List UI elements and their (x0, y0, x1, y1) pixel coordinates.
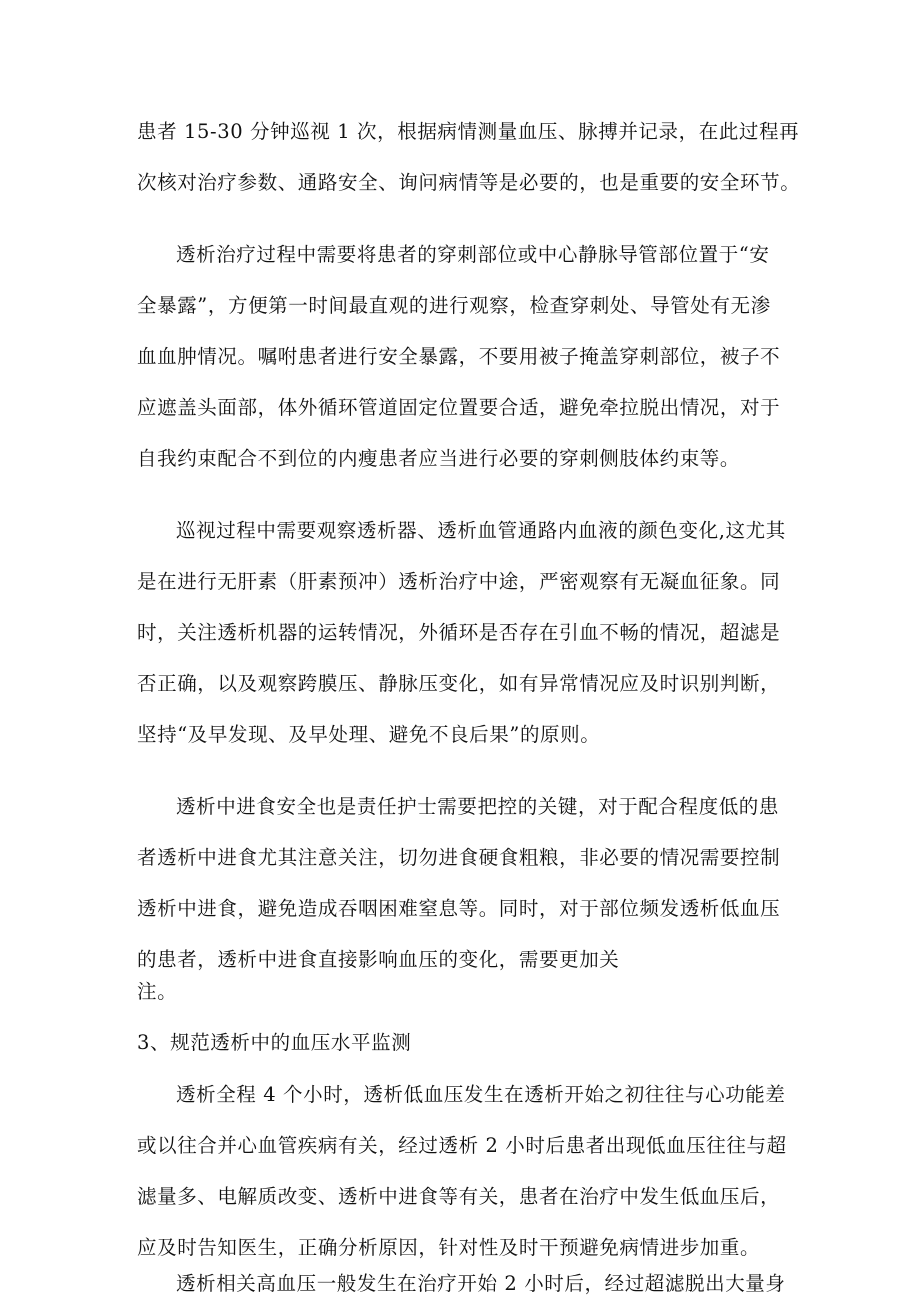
text-line: 的患者，透析中进食直接影响血压的变化，需要更加关 (137, 948, 620, 971)
text-line: 全暴露”，方便第一时间最直观的进行观察，检查穿刺处、导管处有无渗 (137, 294, 771, 317)
section-heading: 3、规范透析中的血压水平监测 (137, 1031, 412, 1054)
text-line: 自我约束配合不到位的内瘦患者应当进行必要的穿刺侧肢体约束等。 (137, 447, 741, 470)
text-line: 注。 (137, 980, 178, 1003)
text-line: 或以往合并心血管疾病有关，经过透析 2 小时后患者出现低血压往往与超 (137, 1134, 787, 1157)
text-line: 患者 15-30 分钟巡视 1 次，根据病情测量血压、脉搏并记录，在此过程再 (137, 120, 800, 143)
text-line: 巡视过程中需要观察透析器、透析血管通路内血液的颜色变化,这尤其 (176, 519, 786, 542)
text-line: 应及时告知医生，正确分析原因，针对性及时干预避免病情进步加重。 (137, 1236, 761, 1259)
text-line: 血血肿情况。嘱咐患者进行安全暴露，不要用被子掩盖穿刺部位，被子不 (137, 345, 781, 368)
text-line: 时，关注透析机器的运转情况，外循环是否存在引血不畅的情况，超滤是 (137, 621, 781, 644)
text-line: 透析全程 4 个小时，透析低血压发生在透析开始之初往往与心功能差 (176, 1083, 786, 1106)
text-line: 透析中进食安全也是责任护士需要把控的关键，对于配合程度低的患 (176, 795, 780, 818)
text-line: 透析治疗过程中需要将患者的穿刺部位或中心静脉导管部位置于“安 (176, 243, 770, 266)
text-line: 次核对治疗参数、通路安全、询问病情等是必要的，也是重要的安全环节。 (137, 171, 801, 194)
text-line: 者透析中进食尤其注意关注，切勿进食硬食粗粮，非必要的情况需要控制 (137, 846, 781, 869)
text-line: 滤量多、电解质改变、透析中进食等有关，患者在治疗中发生低血压后， (137, 1185, 781, 1208)
text-line: 透析中进食，避免造成吞咽困难窒息等。同时，对于部位频发透析低血压 (137, 897, 781, 920)
text-line: 应遮盖头面部，体外循环管道固定位置要合适，避免牵拉脱出情况，对于 (137, 396, 781, 419)
text-line: 否正确，以及观察跨膜压、静脉压变化，如有异常情况应及时识别判断， (137, 672, 781, 695)
text-line: 透析相关高血压一般发生在治疗开始 2 小时后，经过超滤脱出大量身 (176, 1272, 786, 1295)
text-line: 坚持“及早发现、及早处理、避免不良后果”的原则。 (137, 723, 601, 746)
text-line: 是在进行无肝素（肝素预冲）透析治疗中途，严密观察有无凝血征象。同 (137, 570, 781, 593)
